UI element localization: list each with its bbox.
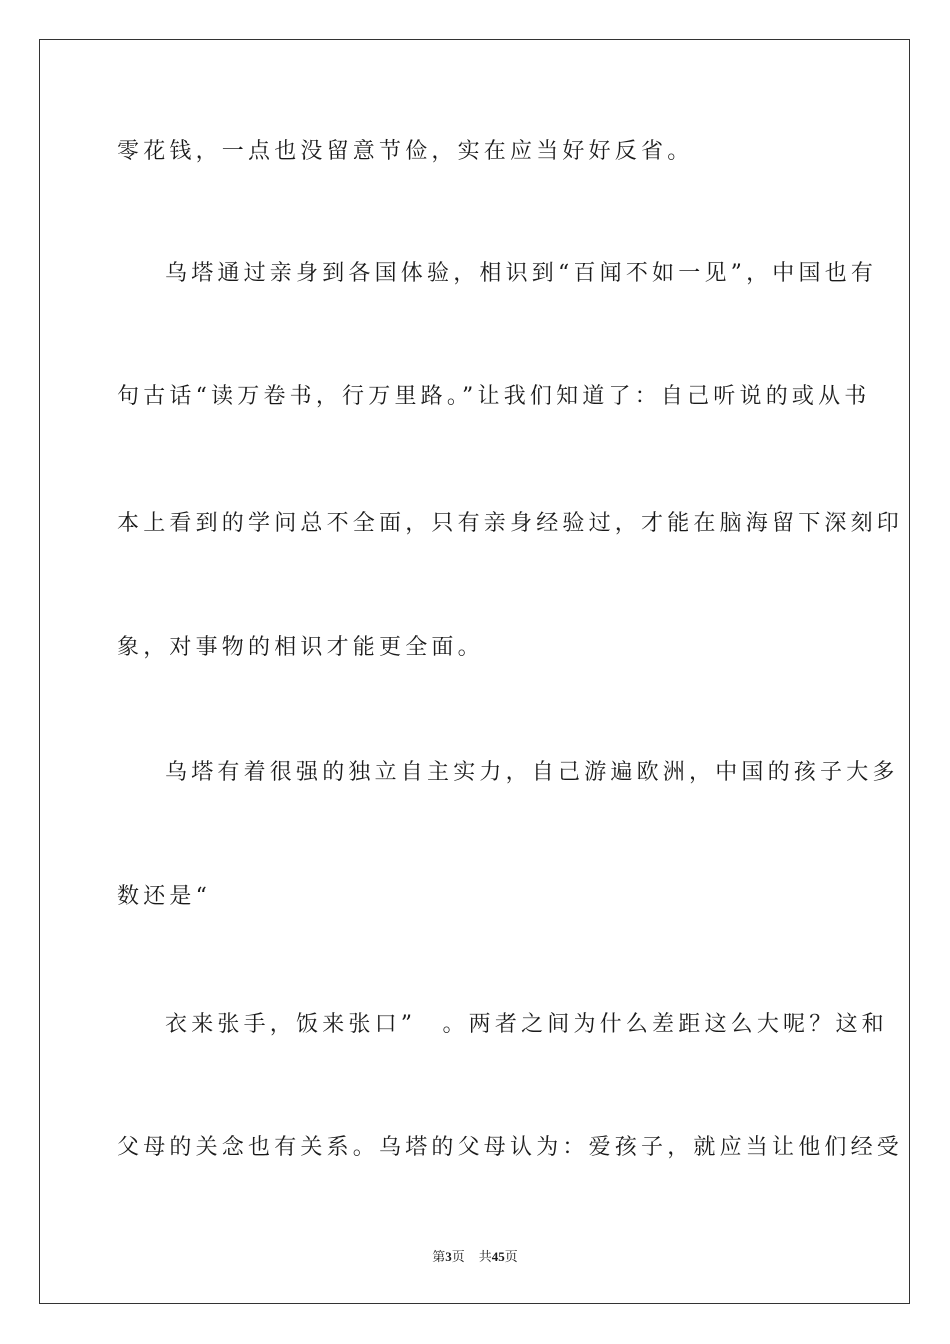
paragraph-line-7: 数还是“ — [117, 884, 212, 909]
footer-total-prefix: 共 — [478, 1250, 492, 1265]
paragraph-line-9: 父母的关念也有关系。乌塔的父母认为：爱孩子，就应当让他们经受 — [117, 1135, 904, 1160]
footer-page-number: 3 — [445, 1249, 452, 1264]
paragraph-line-3: 句古话“读万卷书，行万里路。”让我们知道了：自己听说的或从书 — [117, 384, 871, 409]
footer-page-suffix: 页 — [451, 1250, 465, 1265]
paragraph-line-1: 零花钱，一点也没留意节俭，实在应当好好反省。 — [117, 139, 694, 164]
paragraph-line-5: 象，对事物的相识才能更全面。 — [117, 635, 484, 660]
footer-total-suffix: 页 — [504, 1250, 518, 1265]
paragraph-line-8: 衣来张手，饭来张口” 。两者之间为什么差距这么大呢？这和 — [165, 1012, 888, 1037]
page-frame — [39, 39, 910, 1304]
paragraph-line-2: 乌塔通过亲身到各国体验，相识到“百闻不如一见”，中国也有 — [165, 261, 878, 286]
page-footer — [0, 1249, 950, 1266]
footer-total-number: 45 — [491, 1249, 505, 1264]
paragraph-line-6: 乌塔有着很强的独立自主实力，自己游遍欧洲，中国的孩子大多 — [165, 760, 899, 785]
footer-page-prefix: 第 — [432, 1250, 446, 1265]
paragraph-line-4: 本上看到的学问总不全面，只有亲身经验过，才能在脑海留下深刻印 — [117, 511, 904, 536]
